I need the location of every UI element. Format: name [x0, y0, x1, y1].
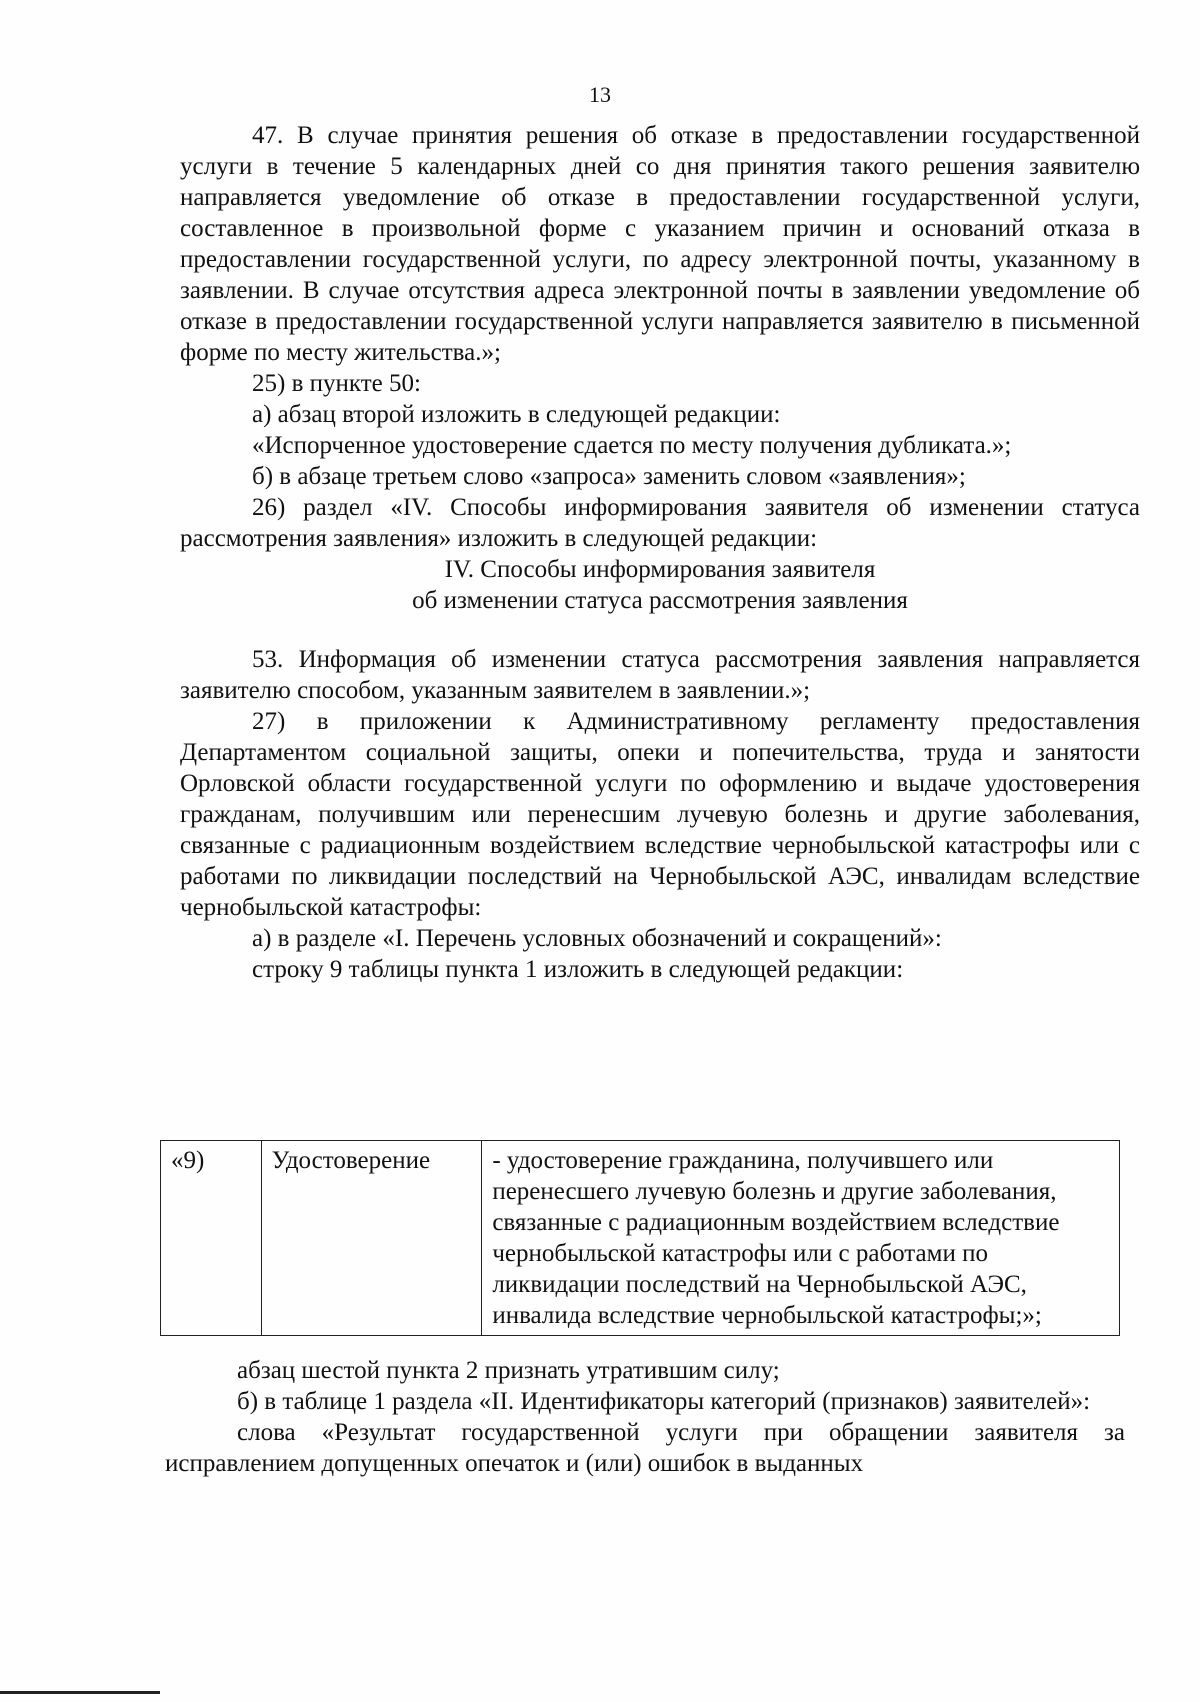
paragraph-abzac-6: абзац шестой пункта 2 признать утратившим силу; — [237, 1357, 780, 1384]
item-25b: б) в абзаце третьем слово «запроса» заменить словом «заявления»; — [252, 463, 966, 490]
paragraph-47: 47. В случае принятия решения об отказе в предоставлении государственной услуги в течение 5 календарных дней со дня принятия такого решения заявителю направляется уведомление об отказе в предоставлении государственной услуги, составленное в произвольной форме с указанием причин и оснований отказа в предоставлении государственной услуги, по адресу электронной почты, указанному в заявлении. В случае отсутствия адреса электронной почты в заявлении уведомление об отказе в предоставлении государственной услуги направляется заявителю в письменной форме по месту жительства.»; — [180, 122, 1140, 366]
item-25a: а) абзац второй изложить в следующей редакции: — [252, 401, 781, 428]
main-text-top — [180, 120, 1140, 985]
section-heading-line1: IV. Способы информирования заявителя — [444, 556, 876, 583]
main-text-bottom — [165, 1355, 1125, 1479]
page-number: 13 — [589, 82, 611, 107]
scan-edge-line — [0, 1691, 160, 1694]
table-cell-definition: - удостоверение гражданина, получившего или перенесшего лучевую болезнь и другие заболевания, связанные с радиационным воздействием вследствие чернобыльской катастрофы или с работами по ликвидации последствий на Чернобыльской АЭС, инвалида вследствие чернобыльской катастрофы;»; — [482, 1141, 1120, 1336]
amendment-table — [160, 1140, 1120, 1336]
item-27a-row: строку 9 таблицы пункта 1 изложить в следующей редакции: — [252, 956, 904, 983]
item-26: 26) раздел «IV. Способы информирования заявителя об изменении статуса рассмотрения заявления» изложить в следующей редакции: — [180, 494, 1140, 552]
item-b: б) в таблице 1 раздела «II. Идентификаторы категорий (признаков) заявителей»: — [237, 1388, 1091, 1415]
table-cell-term: Удостоверение — [261, 1141, 482, 1336]
section-heading-line2: об изменении статуса рассмотрения заявления — [412, 587, 908, 614]
paragraph-53: 53. Информация об изменении статуса рассмотрения заявления направляется заявителю способом, указанным заявителем в заявлении.»; — [180, 646, 1140, 704]
table-cell-number: «9) — [161, 1141, 262, 1336]
heading-gap — [180, 616, 1140, 644]
item-25a-text: «Испорченное удостоверение сдается по месту получения дубликата.»; — [252, 432, 1012, 459]
item-25: 25) в пункте 50: — [252, 370, 421, 397]
table-row — [161, 1141, 1120, 1336]
item-b-words: слова «Результат государственной услуги при обращении заявителя за исправлением допущенных опечаток и (или) ошибок в выданных — [165, 1419, 1125, 1477]
item-27: 27) в приложении к Административному регламенту предоставления Департаментом социальной защиты, опеки и попечительства, труда и занятости Орловской области государственной услуги по оформлению и выдаче удостоверения гражданам, получившим или перенесшим лучевую болезнь и другие заболевания, связанные с радиационным воздействием вследствие чернобыльской катастрофы или с работами по ликвидации последствий на Чернобыльской АЭС, инвалидам вследствие чернобыльской катастрофы: — [180, 708, 1140, 921]
item-27a: а) в разделе «I. Перечень условных обозначений и сокращений»: — [252, 925, 942, 952]
